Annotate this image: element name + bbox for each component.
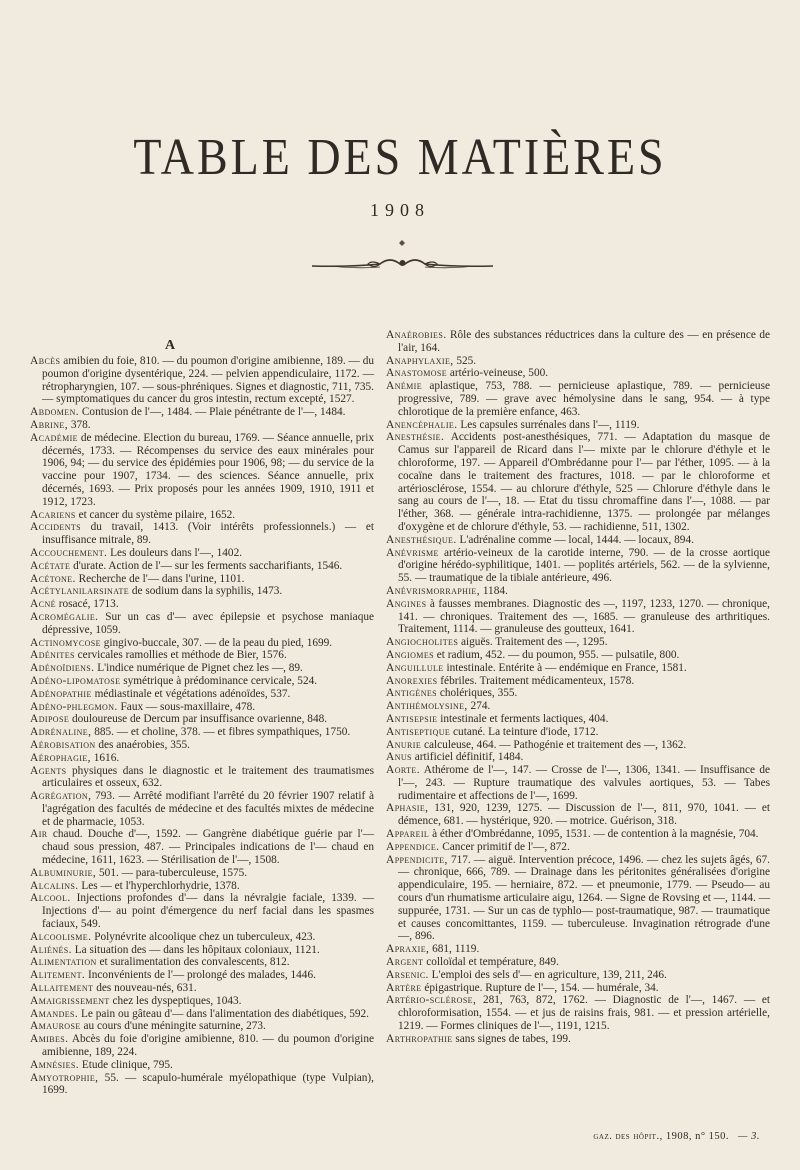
entry-text: 793. — Arrêté modifiant l'arrêté du 20 février 1907 relatif à l'agrégation des facultés de médecine et des facultés mixtes de médecine et de pharmacie, 1053. <box>42 790 375 828</box>
entry-heading: Appendice. <box>386 840 440 853</box>
index-entry <box>30 675 374 688</box>
entry-text: calculeuse, 464. — Pathogénie et traitement des —, 1362. <box>423 738 687 751</box>
entry-text: amibien du foie, 810. — du poumon d'origine amibienne, 189. — du poumon d'origine dysentérique, 224. — pelvien appendiculaire, 1172. — rétropharyngien, 107. — sous-phréniques. Signes et diagnostic, 711, 735. — symptomatiques du cancer du gros intestin, rectum excepté, 1527. <box>42 355 374 406</box>
entry-text: Sur un cas d'— avec épilepsie et psychose maniaque dépressive, 1059. <box>42 610 374 636</box>
entry-heading: Acétate <box>30 559 71 572</box>
entry-text: chaud. Douche d'—, 1592. — Gangrène diabétique guérie par l'— chaud sous pression, 487. — Principales indications de l'— chaud en médecine, 1611, 1623. — Stérilisation de l'—, 1508. <box>42 828 374 867</box>
entry-text: épigastrique. Rupture de l'—, 154. — humérale, 34. <box>424 981 659 994</box>
index-entry <box>30 509 374 522</box>
index-entry <box>30 944 374 957</box>
entry-heading: Acétone. <box>30 572 76 585</box>
entry-text: 1616. <box>93 751 120 764</box>
index-entry <box>386 982 770 995</box>
entry-text: Contusion de l'—, 1484. — Plaie pénétrante de l'—, 1484. <box>81 406 346 419</box>
index-entry <box>386 739 770 752</box>
index-entry <box>386 764 770 802</box>
index-entry <box>30 406 374 419</box>
index-entry <box>386 662 770 675</box>
decorative-flourish-icon <box>310 236 495 276</box>
index-entry <box>30 969 374 982</box>
index-entry <box>30 1072 374 1098</box>
entry-text: 1184. <box>482 584 508 597</box>
entry-heading: Alitement. <box>30 969 86 982</box>
entry-heading: Amyotrophie, <box>30 1071 99 1084</box>
index-entry <box>386 355 770 368</box>
entry-heading: Amaurose <box>30 1020 81 1033</box>
index-entry <box>30 739 374 752</box>
entry-text: cholériques, 355. <box>439 687 518 700</box>
entry-heading: Agents <box>30 764 67 777</box>
index-entry <box>30 637 374 650</box>
entry-text: cutané. La teinture d'iode, 1712. <box>453 725 599 738</box>
entry-text: intestinale et ferments lactiques, 404. <box>440 712 609 725</box>
entry-text: L'indice numérique de Pignet chez les —, 89. <box>97 662 303 675</box>
entry-heading: Académie <box>30 431 78 444</box>
entry-heading: Alcoolisme. <box>30 930 92 943</box>
entry-text: L'adrénaline comme — local, 1444. — locaux, 894. <box>459 533 694 546</box>
entry-text: intestinale. Entérite à — endémique en France, 1581. <box>446 661 687 674</box>
entry-text: au cours d'une méningite saturnine, 273. <box>83 1020 266 1033</box>
entry-text: chez les dyspeptiques, 1043. <box>112 994 242 1007</box>
entry-text: Accidents post-anesthésiques, 771. — Adaptation du masque de Camus sur l'appareil de Ricard dans l'— mixte par le chlorure d'éthyle et le chloroforme, 197. — Appareil d'Ombrédanne pour l'— par l'éther, 1095. — à la cocaïne dans le traitement des fractures, 1018. — par le chloroforme et artériosclérose, 1554. — au chlorure d'éthyle, 525 — Chlorure d'éthyle dans le sang au cours de l'—, 18. — Etat du tissu chromaffine dans l'—, 1088. — par l'éther, 368. — générale intra-rachidienne, 1375. — prolongée par mélanges d'oxygène et de chlorure d'éthyle, 53. — rachidienne, 511, 1302. <box>398 431 770 533</box>
index-entry <box>386 802 770 828</box>
entry-text: colloïdal et température, 849. <box>426 956 559 969</box>
entry-heading: Acromégalie. <box>30 610 99 623</box>
index-entry <box>30 521 374 547</box>
entry-text: et radium, 452. — du poumon, 955. — pulsatile, 800. <box>436 648 680 661</box>
index-entry <box>386 841 770 854</box>
index-entry <box>30 649 374 662</box>
index-entry <box>386 534 770 547</box>
entry-heading: Adéno-phlegmon. <box>30 700 118 713</box>
issue-number: 1908, n° 150. <box>665 1131 730 1142</box>
entry-heading: Abdomen. <box>30 406 80 419</box>
index-entry <box>30 995 374 1008</box>
journal-reference: gaz. des hôpit., <box>593 1131 663 1142</box>
entry-heading: Allaitement <box>30 982 94 995</box>
entry-heading: Apraxie, <box>386 943 430 956</box>
entry-heading: Amaigrissement <box>30 994 110 1007</box>
entry-text: 681, 1119. <box>432 943 480 956</box>
entry-heading: Antiseptique <box>386 725 451 738</box>
entry-heading: Air <box>30 828 48 841</box>
entry-heading: Arthropathie <box>386 1032 453 1045</box>
index-entry <box>30 931 374 944</box>
entry-heading: Agrégation, <box>30 790 92 803</box>
page-title: TABLE DES MATIÈRES <box>133 127 667 186</box>
index-entry <box>30 982 374 995</box>
entry-text: Les capsules surrénales dans l'—, 1119. <box>460 418 640 431</box>
entry-heading: Anévrismorraphie, <box>386 584 480 597</box>
index-entry <box>386 713 770 726</box>
index-entry <box>386 687 770 700</box>
entry-text: 274. <box>470 700 491 713</box>
entry-text: cervicales ramollies et méthode de Bier, 1576. <box>77 649 287 662</box>
index-entry <box>386 943 770 956</box>
index-entry <box>30 752 374 765</box>
index-entry <box>30 1059 374 1072</box>
index-entry <box>30 355 374 406</box>
entry-text: 501. — para-tuberculeuse, 1575. <box>99 866 248 879</box>
index-entry <box>386 329 770 355</box>
index-entry <box>386 956 770 969</box>
entry-heading: Artère <box>386 981 422 994</box>
index-entry <box>30 713 374 726</box>
entry-text: 885. — et choline, 378. — et fibres sympathiques, 1750. <box>94 726 351 739</box>
entry-text: gingivo-buccale, 307. — de la peau du pied, 1699. <box>103 636 333 649</box>
entry-text: Cancer primitif de l'—, 872. <box>442 840 570 853</box>
index-entry <box>30 790 374 828</box>
entry-heading: Antihémolysine, <box>386 700 468 713</box>
entry-heading: Anencéphalie. <box>386 418 458 431</box>
entry-heading: Anesthésique. <box>386 533 457 546</box>
index-entry <box>30 560 374 573</box>
index-entry <box>386 636 770 649</box>
entry-heading: Argent <box>386 956 424 969</box>
entry-heading: Accouchement. <box>30 546 108 559</box>
entry-text: médiastinale et végétations adénoïdes, 537. <box>94 687 291 700</box>
entry-heading: Alcalins. <box>30 879 79 892</box>
entry-text: Rôle des substances réductrices dans la culture des — en présence de l'air, 164. <box>398 329 771 354</box>
index-entry <box>386 380 770 418</box>
entry-heading: Adénoïdiens. <box>30 662 95 675</box>
entry-heading: Adénites <box>30 649 75 662</box>
entry-heading: Angiomes <box>386 648 434 661</box>
entry-text: à éther d'Ombrédanne, 1095, 1531. — de contention à la magnésie, 704. <box>432 828 759 841</box>
entry-heading: Adénopathie <box>30 687 92 700</box>
index-entry <box>30 547 374 560</box>
index-entry <box>30 419 374 432</box>
entry-text: et cancer du système pilaire, 1652. <box>78 508 236 521</box>
index-entry <box>386 585 770 598</box>
entry-text: artério-veineux de la carotide interne, 790. — de la crosse aortique d'origine hérédo-syphilitique, 1401. — poplités artériels, 562. — de la sylvienne, 55. — traumatique de la tibiale antérieure, 496. <box>398 546 770 585</box>
index-entry <box>386 828 770 841</box>
entry-heading: Angines <box>386 597 427 610</box>
index-entry <box>30 688 374 701</box>
index-entry <box>30 956 374 969</box>
index-entry <box>386 367 770 380</box>
entry-heading: Antisepsie <box>386 712 438 725</box>
entry-heading: Aérophagie, <box>30 751 91 764</box>
entry-heading: Anorexies <box>386 674 438 687</box>
index-column-left <box>30 355 374 1097</box>
index-entry <box>386 700 770 713</box>
index-entry <box>30 662 374 675</box>
index-entry <box>30 1033 374 1059</box>
entry-heading: Abrine, <box>30 418 68 431</box>
index-entry <box>386 598 770 636</box>
entry-heading: Anévrisme <box>386 546 439 559</box>
entry-text: douloureuse de Dercum par insuffisance ovarienne, 848. <box>71 713 328 726</box>
index-entry <box>30 892 374 930</box>
entry-text: des anaérobies, 355. <box>98 738 190 751</box>
entry-text: à fausses membranes. Diagnostic des —, 1197, 1233, 1270. — chronique, 141. — chroniques. Traitement des —, 1685. — granuleuse des arthritiques. Traitement, 1114. — granuleuse des goutteux, 1641. <box>398 597 770 636</box>
entry-heading: Aérobisation <box>30 738 96 751</box>
entry-heading: Aorte. <box>386 764 420 777</box>
index-entry <box>30 880 374 893</box>
entry-text: Injections profondes d'— dans la névralgie faciale, 1339. — Injections d'— au point d'émergence du nerf facial dans les spasmes faciaux, 549. <box>42 892 374 931</box>
index-entry <box>386 431 770 533</box>
entry-text: rosacé, 1713. <box>58 598 119 611</box>
entry-text: des nouveau-nés, 631. <box>96 982 197 995</box>
volume-year: 1908 <box>370 200 430 220</box>
entry-heading: Angiocholites <box>386 636 459 649</box>
entry-heading: Amibes. <box>30 1033 69 1046</box>
entry-text: 281, 763, 872, 1762. — Diagnostic de l'—, 1467. — et chloroformisation, 1554. — et jus de raisins frais, 981. — et pression artérielle, 1219. — Formes cliniques de l'—, 1191, 1215. <box>398 994 770 1033</box>
index-entry <box>386 751 770 764</box>
entry-text: et suralimentation des convalescents, 812. <box>99 956 290 969</box>
entry-text: Les — et l'hyperchlorhydrie, 1378. <box>81 879 240 892</box>
entry-text: symétrique à prédominance cervicale, 524. <box>123 674 318 687</box>
entry-heading: Adéno-lipomatose <box>30 674 121 687</box>
entry-heading: Adipose <box>30 713 70 726</box>
entry-text: 131, 920, 1239, 1275. — Discussion de l'—, 811, 970, 1041. — et démence, 681. — hystérique, 920. — motrice. Guérison, 318. <box>398 802 771 828</box>
entry-text: fébriles. Traitement médicamenteux, 1578. <box>440 674 635 687</box>
index-entry <box>386 854 770 944</box>
entry-text: de sodium dans la syphilis, 1473. <box>131 585 283 598</box>
entry-heading: Anesthésie. <box>386 431 445 444</box>
entry-text: 378. <box>70 418 91 431</box>
entry-text: Le pain ou gâteau d'— dans l'alimentation des diabétiques, 592. <box>81 1007 369 1020</box>
entry-heading: Acariens <box>30 508 76 521</box>
entry-heading: Amnésies. <box>30 1058 80 1071</box>
entry-text: aplastique, 753, 788. — pernicieuse aplastique, 789. — pernicieuse progressive, 789. — grave avec hémolysine dans le sang, 954. — à type chlorotique de la première enfance, 463. <box>398 380 770 418</box>
index-entry <box>386 994 770 1032</box>
entry-text: sans signes de tabes, 199. <box>455 1032 571 1045</box>
entry-text: Etude clinique, 795. <box>81 1058 173 1071</box>
entry-heading: Anaérobies. <box>386 329 447 341</box>
entry-heading: Arsenic. <box>386 968 429 981</box>
entry-heading: Accidents <box>30 521 82 534</box>
entry-text: 525. <box>456 354 477 367</box>
entry-heading: Albuminurie, <box>30 866 97 879</box>
entry-text: Recherche de l'— dans l'urine, 1101. <box>78 572 245 585</box>
index-entry <box>386 969 770 982</box>
entry-text: physiques dans le diagnostic et le traitement des traumatismes articulaires et osseux, 632. <box>42 764 374 790</box>
index-entry <box>30 726 374 739</box>
entry-heading: Anurie <box>386 738 422 751</box>
entry-text: L'emploi des sels d'— en agriculture, 139, 211, 246. <box>431 968 667 981</box>
entry-heading: Alcool. <box>30 892 71 905</box>
page-number: — 3. <box>738 1131 760 1142</box>
index-entry <box>30 867 374 880</box>
index-entry <box>30 585 374 598</box>
index-entry <box>386 1033 770 1046</box>
index-entry <box>30 598 374 611</box>
entry-heading: Artério-sclérose, <box>386 994 477 1007</box>
entry-heading: Alimentation <box>30 956 97 969</box>
entry-heading: Appareil <box>386 828 430 841</box>
entry-text: Les douleurs dans l'—, 1402. <box>110 546 243 559</box>
index-entry <box>30 432 374 509</box>
entry-text: 717. — aiguë. Intervention précoce, 1496. — chez les sujets âgés, 67. — chronique, 666, 789. — Drainage dans les péritonites généralisées d'origine appendiculaire, 195. — herniaire, 872. — et pneumonie, 1779. — Pseudo— au cours d'un rhumatisme articulaire aigu, 1264. — Signe de Rovsing et —, 1144. — suppurée, 1731. — Sur un cas de typhlo— post-traumatique, 987. — traumatique et causes concomittantes, 1159. — tuberculeuse. Invagination rétrograde d'une —, 896. <box>398 853 770 943</box>
entry-text: de médecine. Election du bureau, 1769. — Séance annuelle, prix décernés, 1733. — Récompenses du service des eaux minérales pour 1906, 94; — du service des épidémies pour 1906, 98; — du service de la vaccine pour 1907, 1734. — des sciences. Séance annuelle, prix décernés, 1693. — Prix proposés pour les années 1909, 1910, 1911 et 1912, 1723. <box>42 431 375 508</box>
index-entry <box>386 419 770 432</box>
section-letter: A <box>164 338 176 353</box>
index-entry <box>30 573 374 586</box>
entry-heading: Antigènes <box>386 687 438 700</box>
entry-text: 55. — scapulo-humérale myélopathique (type Vulpian), 1699. <box>42 1071 374 1097</box>
entry-text: artério-veineuse, 500. <box>449 367 549 380</box>
entry-text: aiguës. Traitement des —, 1295. <box>461 636 608 649</box>
entry-text: Inconvénients de l'— prolongé des malades, 1446. <box>88 969 316 982</box>
entry-heading: Amandes. <box>30 1007 79 1020</box>
entry-heading: Adrénaline, <box>30 726 92 739</box>
index-entry <box>30 611 374 637</box>
index-entry <box>30 701 374 714</box>
entry-heading: Anguillule <box>386 661 444 674</box>
entry-heading: Actinomycose <box>30 636 101 649</box>
entry-text: Polynévrite alcoolique chez un tuberculeux, 423. <box>94 930 316 943</box>
entry-text: du travail, 1413. (Voir intérêts professionnels.) — et insuffisance mitrale, 89. <box>42 521 374 547</box>
index-entry <box>30 828 374 866</box>
index-entry <box>386 726 770 739</box>
index-entry <box>30 1008 374 1021</box>
index-entry <box>30 1020 374 1033</box>
index-entry <box>386 675 770 688</box>
index-entry <box>30 765 374 791</box>
entry-text: artificiel définitif, 1484. <box>414 751 524 764</box>
entry-text: Faux — sous-maxillaire, 478. <box>120 700 256 713</box>
entry-text: Abcès du foie d'origine amibienne, 810. — du poumon d'origine amibienne, 189, 224. <box>42 1033 374 1059</box>
entry-heading: Abcès <box>30 355 61 367</box>
entry-heading: Acétylanilarsinate <box>30 585 130 598</box>
entry-text: La situation des — dans les hôpitaux coloniaux, 1121. <box>74 943 320 956</box>
entry-heading: Anaphylaxie, <box>386 354 454 367</box>
entry-heading: Aliénés. <box>30 943 72 956</box>
entry-heading: Aphasie, <box>386 802 429 815</box>
entry-heading: Anémie <box>386 380 423 393</box>
index-entry <box>386 649 770 662</box>
entry-text: d'urate. Action de l'— sur les ferments saccharifiants, 1546. <box>73 559 343 572</box>
index-column-right <box>386 329 770 1046</box>
entry-heading: Appendicite, <box>386 853 448 866</box>
entry-heading: Acné <box>30 598 56 611</box>
page-footer <box>593 1131 760 1142</box>
entry-text: Athérome de l'—, 147. — Crosse de l'—, 1306, 1341. — Insuffisance de l'—, 243. — Rupture traumatique des valvules aortiques, 53. — Tabes rudimentaire et affections de l'—, 1699. <box>398 764 771 802</box>
entry-heading: Anus <box>386 751 412 764</box>
entry-heading: Anastomose <box>386 367 448 380</box>
index-entry <box>386 547 770 585</box>
